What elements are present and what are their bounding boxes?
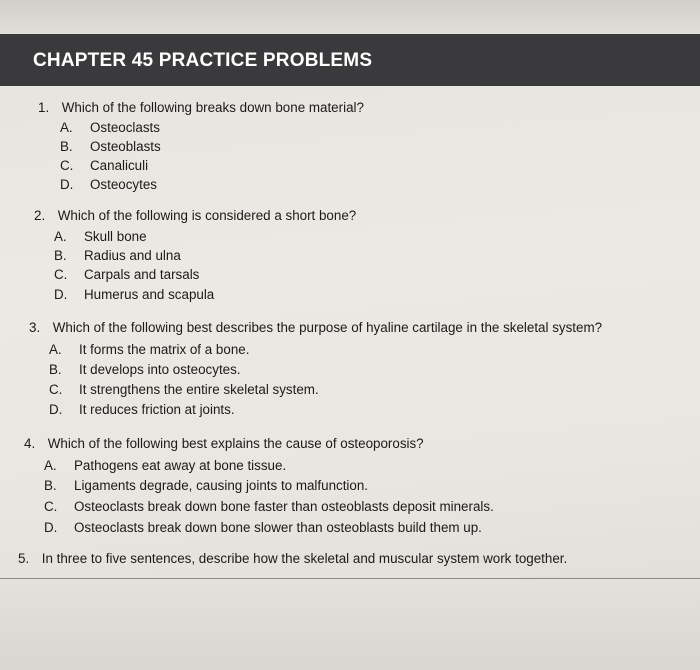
option-letter: C. xyxy=(60,158,74,173)
question-3 xyxy=(29,318,602,337)
option-text: Osteoclasts break down bone slower than osteoblasts build them up. xyxy=(74,520,482,535)
option-text: Osteoblasts xyxy=(90,139,161,154)
option-1b xyxy=(60,137,161,156)
answer-space xyxy=(0,579,700,670)
option-3a xyxy=(49,340,249,359)
option-text: It develops into osteocytes. xyxy=(79,362,241,377)
question-2 xyxy=(34,206,356,225)
option-4c xyxy=(44,497,494,516)
option-letter: A. xyxy=(60,120,73,135)
question-text: Which of the following breaks down bone material? xyxy=(61,100,364,115)
option-3c xyxy=(49,380,319,399)
option-letter: B. xyxy=(60,139,73,154)
option-1c xyxy=(60,156,148,175)
question-1 xyxy=(38,98,364,117)
option-text: Osteoclasts xyxy=(90,120,160,135)
option-4d xyxy=(44,518,482,537)
option-letter: C. xyxy=(44,499,58,514)
option-2a xyxy=(54,227,147,246)
option-letter: C. xyxy=(54,267,68,282)
option-letter: B. xyxy=(54,248,67,263)
option-1d xyxy=(60,175,157,194)
option-2c xyxy=(54,265,199,284)
option-4b xyxy=(44,476,368,495)
option-3d xyxy=(49,400,235,419)
option-text: It strengthens the entire skeletal system. xyxy=(79,382,319,397)
question-text: Which of the following best describes the purpose of hyaline cartilage in the skeletal system? xyxy=(52,320,603,335)
option-text: Canaliculi xyxy=(90,158,149,173)
option-letter: D. xyxy=(54,287,68,302)
option-text: Pathogens eat away at bone tissue. xyxy=(74,458,287,473)
option-text: Ligaments degrade, causing joints to malfunction. xyxy=(74,478,369,493)
option-text: Carpals and tarsals xyxy=(84,267,200,282)
option-letter: B. xyxy=(49,362,62,377)
option-text: It forms the matrix of a bone. xyxy=(79,342,250,357)
option-letter: D. xyxy=(60,177,74,192)
question-number: 4. xyxy=(24,436,36,451)
option-letter: A. xyxy=(49,342,62,357)
question-text: Which of the following is considered a short bone? xyxy=(57,208,357,223)
question-5 xyxy=(18,549,567,568)
option-letter: B. xyxy=(44,478,57,493)
option-4a xyxy=(44,456,286,475)
question-number: 3. xyxy=(29,320,41,335)
option-text: Osteoclasts break down bone faster than osteoblasts deposit minerals. xyxy=(74,499,494,514)
question-number: 5. xyxy=(18,551,30,566)
option-letter: A. xyxy=(44,458,57,473)
option-letter: D. xyxy=(44,520,58,535)
option-text: It reduces friction at joints. xyxy=(79,402,235,417)
question-4 xyxy=(24,434,424,453)
option-3b xyxy=(49,360,241,379)
question-text: In three to five sentences, describe how the skeletal and muscular system work together. xyxy=(41,551,568,566)
option-2b xyxy=(54,246,181,265)
chapter-title: CHAPTER 45 PRACTICE PROBLEMS xyxy=(33,50,373,71)
option-text: Skull bone xyxy=(84,229,147,244)
question-text: Which of the following best explains the cause of osteoporosis? xyxy=(47,436,424,451)
option-text: Humerus and scapula xyxy=(84,287,215,302)
option-letter: C. xyxy=(49,382,63,397)
option-text: Osteocytes xyxy=(90,177,157,192)
question-number: 2. xyxy=(34,208,46,223)
option-letter: D. xyxy=(49,402,63,417)
option-2d xyxy=(54,285,214,304)
option-1a xyxy=(60,118,160,137)
option-letter: A. xyxy=(54,229,67,244)
page-top-margin xyxy=(0,0,700,34)
option-text: Radius and ulna xyxy=(84,248,181,263)
question-number: 1. xyxy=(38,100,50,115)
